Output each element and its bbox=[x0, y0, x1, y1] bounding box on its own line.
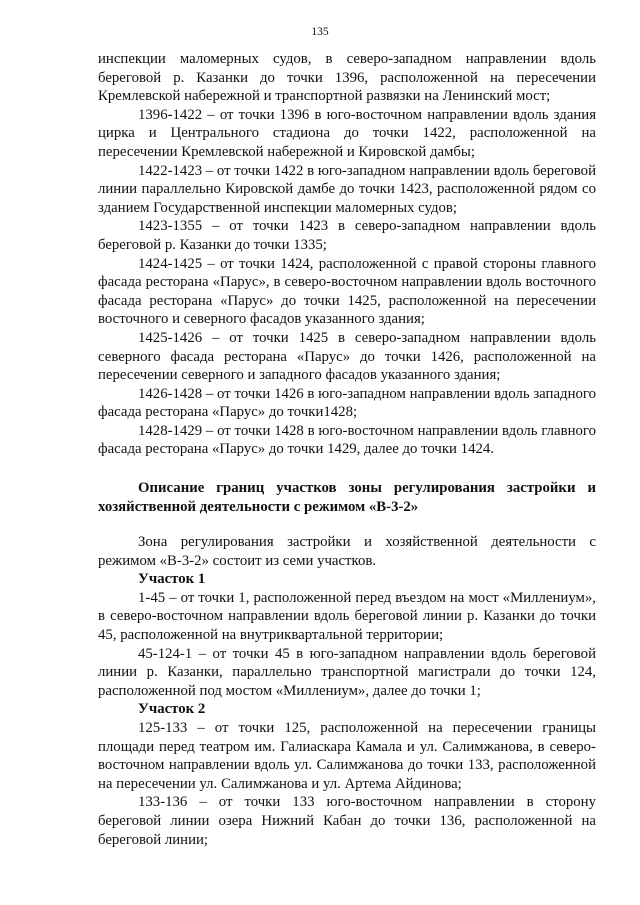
page-number: 135 bbox=[311, 26, 329, 38]
section-heading: Описание границ участков зоны регулирования застройки и хозяйственной деятельности с режимом «В-3-2» bbox=[98, 480, 596, 516]
paragraph: 133-136 – от точки 133 юго-восточном направлении в сторону береговой линии озера Нижний Кабан до точки 136, расположенной на береговой линии; bbox=[98, 794, 596, 848]
intro-paragraph: Зона регулирования застройки и хозяйственной деятельности с режимом «В-3-2» состоит из семи участков. bbox=[98, 534, 596, 569]
subsection-title-2: Участок 2 bbox=[138, 701, 206, 718]
paragraph: 1422-1423 – от точки 1422 в юго-западном направлении вдоль береговой линии параллельно Кировской дамбе до точки 1423, расположенной рядом со зданием Государственной инспекции маломерных судов; bbox=[98, 162, 596, 216]
paragraph: 1-45 – от точки 1, расположенной перед въездом на мост «Миллениум», в северо-восточном направлении вдоль береговой линии р. Казанки до точки 45, расположенной на внутриквартальной территории; bbox=[98, 589, 596, 644]
paragraph: 1424-1425 – от точки 1424, расположенной с правой стороны главного фасада ресторана «Парус», в северо-восточном направлении вдоль восточного фасада ресторана «Парус» до точки 1425, расположенной на пересечении восточного и северного фасадов указанного здания; bbox=[98, 255, 596, 328]
paragraph: 1396-1422 – от точки 1396 в юго-восточном направлении вдоль здания цирка и Центрального стадиона до точки 1422, расположенной на пересечении Кремлевской набережной и Кировской дамбы; bbox=[98, 106, 596, 160]
paragraph: 1428-1429 – от точки 1428 в юго-восточном направлении вдоль главного фасада ресторана «Парус» до точки 1429, далее до точки 1424. bbox=[98, 422, 596, 458]
paragraph: 45-124-1 – от точки 45 в юго-западном направлении вдоль береговой линии р. Казанки, параллельно транспортной магистрали до точки 124, расположенной под мостом «Миллениум», далее до точки 1; bbox=[98, 645, 596, 699]
paragraph: 1426-1428 – от точки 1426 в юго-западном направлении вдоль западного фасада ресторана «Парус» до точки1428; bbox=[98, 385, 596, 421]
paragraph: инспекции маломерных судов, в северо-западном направлении вдоль береговой р. Казанки до точки 1396, расположенной на пересечении Кремлевской набережной и транспортной развязки на Ленинский мост; bbox=[98, 51, 596, 105]
paragraph: 1423-1355 – от точки 1423 в северо-западном направлении вдоль береговой р. Казанки до точки 1335; bbox=[98, 218, 596, 253]
subsection-title-1: Участок 1 bbox=[138, 571, 206, 588]
paragraph: 1425-1426 – от точки 1425 в северо-западном направлении вдоль северного фасада ресторана «Парус» до точки 1426, расположенной на пересечении северного и западного фасадов указанного здания; bbox=[98, 329, 596, 384]
page-body bbox=[98, 50, 596, 849]
paragraph: 125-133 – от точки 125, расположенной на пересечении границы площади перед театром им. Галиаскара Камала и ул. Салимжанова, в северо-восточном направлении вдоль ул. Салимжанова до точки 133, расположенной на пересечении ул. Салимжанова и ул. Артема Айдинова; bbox=[98, 720, 596, 792]
